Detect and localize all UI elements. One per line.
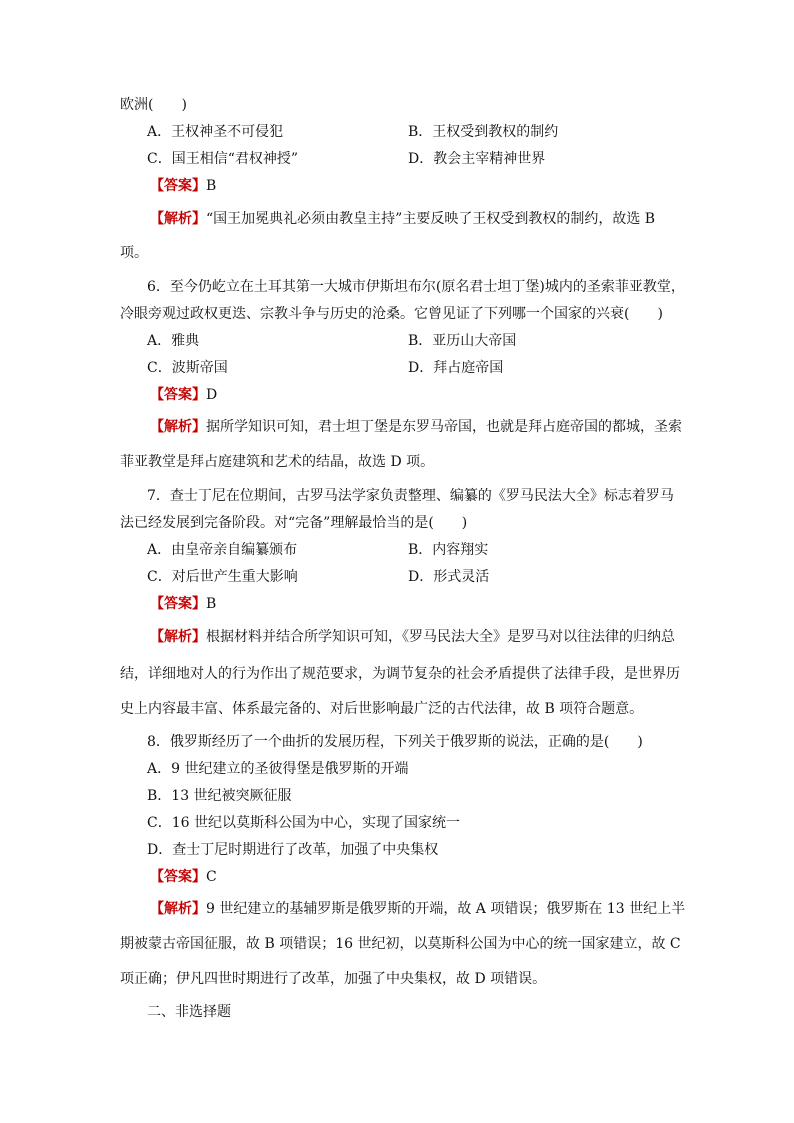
q7-analysis-line-1: [150, 628, 675, 646]
q7-analysis-line-3: 史上内容最丰富、体系最完备的、对后世影响最广泛的古代法律，故 B 项符合题意。: [120, 701, 644, 717]
q5-option-a: A．王权神圣不可侵犯: [147, 124, 284, 140]
analysis-text: 9 世纪建立的基辅罗斯是俄罗斯的开端，故 A 项错误；俄罗斯在 13 世纪上半: [206, 901, 686, 917]
q6-analysis-line-2: 菲亚教堂是拜占庭建筑和艺术的结晶，故选 D 项。: [120, 454, 435, 470]
analysis-text: “国王加冕典礼必须由教皇主持”主要反映了王权受到教权的制约，故选 B: [206, 211, 656, 227]
q7-stem-line-2: 法已经发展到完备阶段。对“完备”理解最恰当的是( ): [120, 515, 468, 531]
answer-tag: 【答案】: [150, 178, 206, 194]
q7-option-b: B．内容翔实: [408, 542, 489, 558]
q8-analysis-line-2: 期被蒙古帝国征服，故 B 项错误；16 世纪初，以莫斯科公国为中心的统一国家建立，故 C: [120, 936, 681, 952]
q5-analysis-line-1: [150, 210, 655, 228]
q5-option-d: D．教会主宰精神世界: [408, 151, 546, 167]
q7-option-d: D．形式灵活: [408, 569, 490, 585]
answer-value: C: [206, 869, 217, 885]
q6-stem-line-1: 6．至今仍屹立在土耳其第一大城市伊斯坦布尔(原名君士坦丁堡)城内的圣索菲亚教堂，: [147, 279, 685, 295]
q8-answer: [150, 868, 217, 886]
answer-tag: 【答案】: [150, 596, 206, 612]
q6-option-a: A．雅典: [147, 333, 200, 349]
q8-option-a: A．9 世纪建立的圣彼得堡是俄罗斯的开端: [147, 761, 409, 777]
q5-option-c: C．国王相信“君权神授”: [147, 151, 299, 167]
q6-analysis-line-1: [150, 418, 682, 436]
q8-analysis-line-3: 项正确；伊凡四世时期进行了改革，加强了中央集权，故 D 项错误。: [120, 971, 547, 987]
analysis-tag: 【解析】: [150, 419, 206, 435]
analysis-text: 根据材料并结合所学知识可知，《罗马民法大全》是罗马对以往法律的归纳总: [206, 629, 675, 645]
answer-value: B: [206, 596, 217, 612]
q6-stem-line-2: 冷眼旁观过政权更迭、宗教斗争与历史的沧桑。它曾见证了下列哪一个国家的兴衰( ): [120, 306, 663, 322]
analysis-tag: 【解析】: [150, 211, 206, 227]
q6-option-d: D．拜占庭帝国: [408, 360, 504, 376]
q7-option-a: A．由皇帝亲自编纂颁布: [147, 542, 298, 558]
q7-option-c: C．对后世产生重大影响: [147, 569, 298, 585]
analysis-text: 据所学知识可知，君士坦丁堡是东罗马帝国，也就是拜占庭帝国的都城，圣索: [206, 419, 682, 435]
q5-option-b: B．王权受到教权的制约: [408, 124, 559, 140]
answer-value: D: [206, 387, 218, 403]
q6-answer: [150, 386, 217, 404]
q6-option-b: B．亚历山大帝国: [408, 333, 517, 349]
analysis-tag: 【解析】: [150, 901, 206, 917]
q8-stem-line-1: 8．俄罗斯经历了一个曲折的发展历程，下列关于俄罗斯的说法，正确的是( ): [147, 734, 643, 750]
q8-option-d: D．查士丁尼时期进行了改革，加强了中央集权: [147, 842, 439, 858]
answer-tag: 【答案】: [150, 387, 206, 403]
section-heading: 二、非选择题: [147, 1004, 231, 1020]
q7-analysis-line-2: 结，详细地对人的行为作出了规范要求，为调节复杂的社会矛盾提供了法律手段，是世界历: [120, 666, 680, 682]
q7-answer: [150, 595, 216, 613]
q8-option-c: C．16 世纪以莫斯科公国为中心，实现了国家统一: [147, 815, 460, 831]
q7-stem-line-1: 7．查士丁尼在位期间，古罗马法学家负责整理、编纂的《罗马民法大全》标志着罗马: [147, 488, 674, 504]
q8-option-b: B．13 世纪被突厥征服: [147, 788, 292, 804]
q6-option-c: C．波斯帝国: [147, 360, 228, 376]
q5-answer: [150, 177, 216, 195]
analysis-tag: 【解析】: [150, 629, 206, 645]
q5-analysis-line-2: 项。: [120, 245, 148, 261]
answer-tag: 【答案】: [150, 869, 206, 885]
answer-value: B: [206, 178, 217, 194]
q8-analysis-line-1: [150, 900, 685, 918]
q5-stem-tail: 欧洲( ): [120, 97, 187, 113]
